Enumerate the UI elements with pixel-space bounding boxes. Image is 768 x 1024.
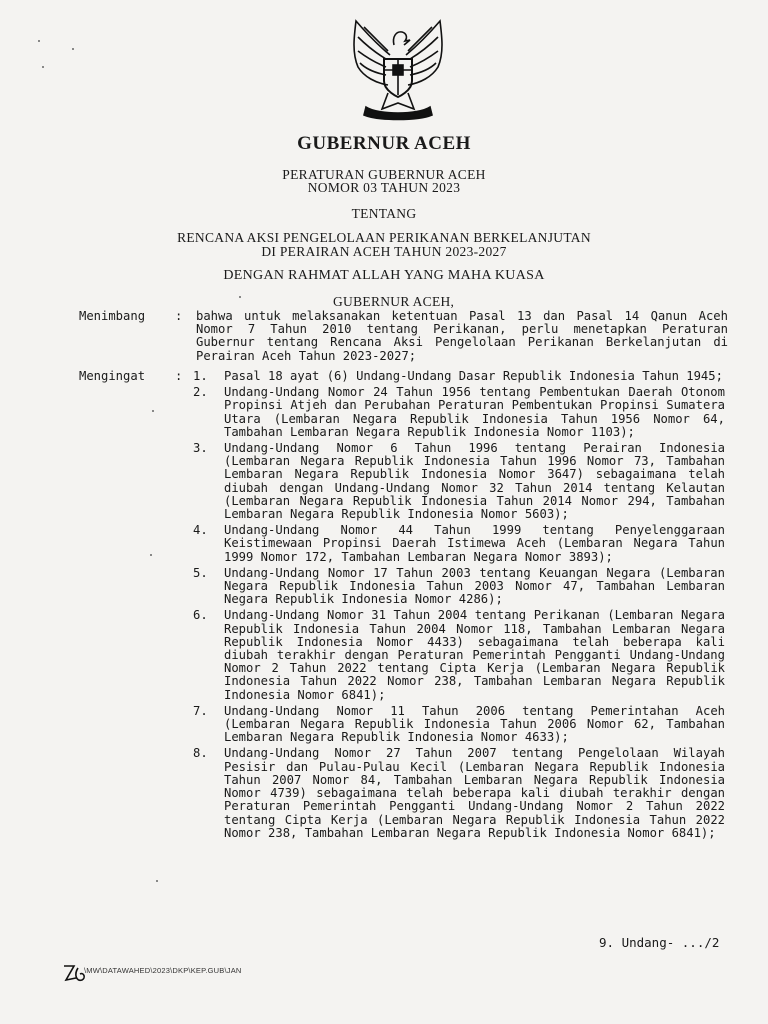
regulation-subject-line2: DI PERAIRAN ACEH TAHUN 2023-2027: [261, 244, 507, 259]
regulation-subject-line1: RENCANA AKSI PENGELOLAAN PERIKANAN BERKELANJUTAN: [177, 230, 591, 245]
item-text: Undang-Undang Nomor 27 Tahun 2007 tentang Pengelolaan Wilayah Pesisir dan Pulau-Pulau Kecil (Lembaran Negara Republik Indonesia Tahun 2007 Nomor 84, Tambahan Lembaran Negara Republik Indonesia Nomor 4739) sebagaimana telah beberapa kali diubah terakhir dengan Peraturan Pemerintah Pengganti Undang-Undang Nomor 2 Tahun 2022 tentang Cipta Kerja (Lembaran Negara Republik Indonesia Tahun 2022 Nomor 238, Tambahan Lembaran Negara Republik Indonesia Nomor 6841);: [224, 746, 725, 840]
list-item: [193, 567, 725, 607]
item-number: 7.: [193, 703, 208, 718]
item-text: Pasal 18 ayat (6) Undang-Undang Dasar Republik Indonesia Tahun 1945;: [224, 369, 723, 383]
regulation-number: NOMOR 03 TAHUN 2023: [307, 180, 461, 195]
item-text: Undang-Undang Nomor 44 Tahun 1999 tentang Penyelenggaraan Keistimewaan Propinsi Daerah Istimewa Aceh (Lembaran Negara Tahun 1999 Nomor 172, Tambahan Lembaran Negara Nomor 3893);: [224, 523, 725, 564]
list-item: [193, 524, 725, 564]
menimbang-text: bahwa untuk melaksanakan ketentuan Pasal 13 dan Pasal 14 Qanun Aceh Nomor 7 Tahun 2010 tentang Perikanan, perlu menetapkan Peraturan Gubernur tentang Rencana Aksi Pengelolaan Perikanan Berkelanjutan di Perairan Aceh Tahun 2023-2027;: [196, 309, 728, 363]
item-number: 1.: [193, 369, 208, 383]
list-item: [193, 705, 725, 745]
item-number: 3.: [193, 441, 208, 456]
item-text: Undang-Undang Nomor 6 Tahun 1996 tentang Perairan Indonesia (Lembaran Negara Republik Indonesia Tahun 1996 Nomor 73, Tambahan Lembaran Negara Republik Indonesia Nomor 3647) sebagaimana telah diubah dengan Undang-Undang Nomor 32 Tahun 2014 tentang Kelautan (Lembaran Negara Republik Indonesia Tahun 2014 Nomor 294, Tambahan Lembaran Negara Republik Indonesia Nomor 5603);: [224, 441, 725, 522]
item-text: Undang-Undang Nomor 24 Tahun 1956 tentang Pembentukan Daerah Otonom Propinsi Atjeh dan Perubahan Peraturan Pembentukan Propinsi Sumatera Utara (Lembaran Negara Republik Indonesia Tahun 1956 Nomor 64, Tambahan Lembaran Negara Republik Indonesia Nomor 1103);: [224, 385, 725, 439]
next-page-marker: 9. Undang- .../2: [599, 935, 720, 950]
mengingat-colon: :: [175, 369, 183, 383]
file-path-footer: \MW\DATAWAHED\2023\DKP\KEP.GUB\JAN: [84, 966, 242, 975]
menimbang-colon: :: [175, 309, 183, 323]
regulation-title: PERATURAN GUBERNUR ACEH: [282, 167, 486, 182]
item-text: Undang-Undang Nomor 11 Tahun 2006 tentang Pemerintahan Aceh (Lembaran Negara Republik Indonesia Tahun 2006 Nomor 62, Tambahan Lembaran Negara Republik Indonesia Nomor 4633);: [224, 703, 725, 745]
list-item: [193, 747, 725, 839]
list-item: [193, 370, 725, 383]
item-text: Undang-Undang Nomor 31 Tahun 2004 tentang Perikanan (Lembaran Negara Republik Indonesia Tahun 2004 Nomor 118, Tambahan Lembaran Negara Republik Indonesia Nomor 4433) sebagaimana telah beberapa kali diubah terakhir dengan Peraturan Pemerintah Pengganti Undang-Undang Nomor 2 Tahun 2022 tentang Cipta Kerja (Lembaran Negara Republik Indonesia Tahun 2022 Nomor 238, Tambahan Lembaran Negara Republik Indonesia Nomor 6841);: [224, 608, 725, 702]
menimbang-label: Menimbang: [79, 309, 146, 323]
governor-signatory-heading: GUBERNUR ACEH,: [333, 294, 455, 309]
item-number: 4.: [193, 523, 208, 538]
item-number: 6.: [193, 608, 208, 623]
item-text: Undang-Undang Nomor 17 Tahun 2003 tentang Keuangan Negara (Lembaran Negara Republik Indonesia Tahun 2003 Nomor 47, Tambahan Lembaran Negara Republik Indonesia Nomor 4286);: [224, 565, 725, 607]
item-number: 5.: [193, 565, 208, 580]
garuda-emblem-icon: [338, 15, 458, 125]
list-item: [193, 386, 725, 439]
item-number: 2.: [193, 385, 208, 400]
preamble-rahmat: DENGAN RAHMAT ALLAH YANG MAHA KUASA: [223, 268, 545, 283]
mengingat-label: Mengingat: [79, 369, 146, 383]
item-number: 8.: [193, 746, 208, 761]
mengingat-list: [193, 370, 725, 843]
tentang-heading: TENTANG: [351, 206, 417, 221]
list-item: [193, 609, 725, 701]
governor-heading: GUBERNUR ACEH: [297, 133, 471, 154]
list-item: [193, 442, 725, 521]
